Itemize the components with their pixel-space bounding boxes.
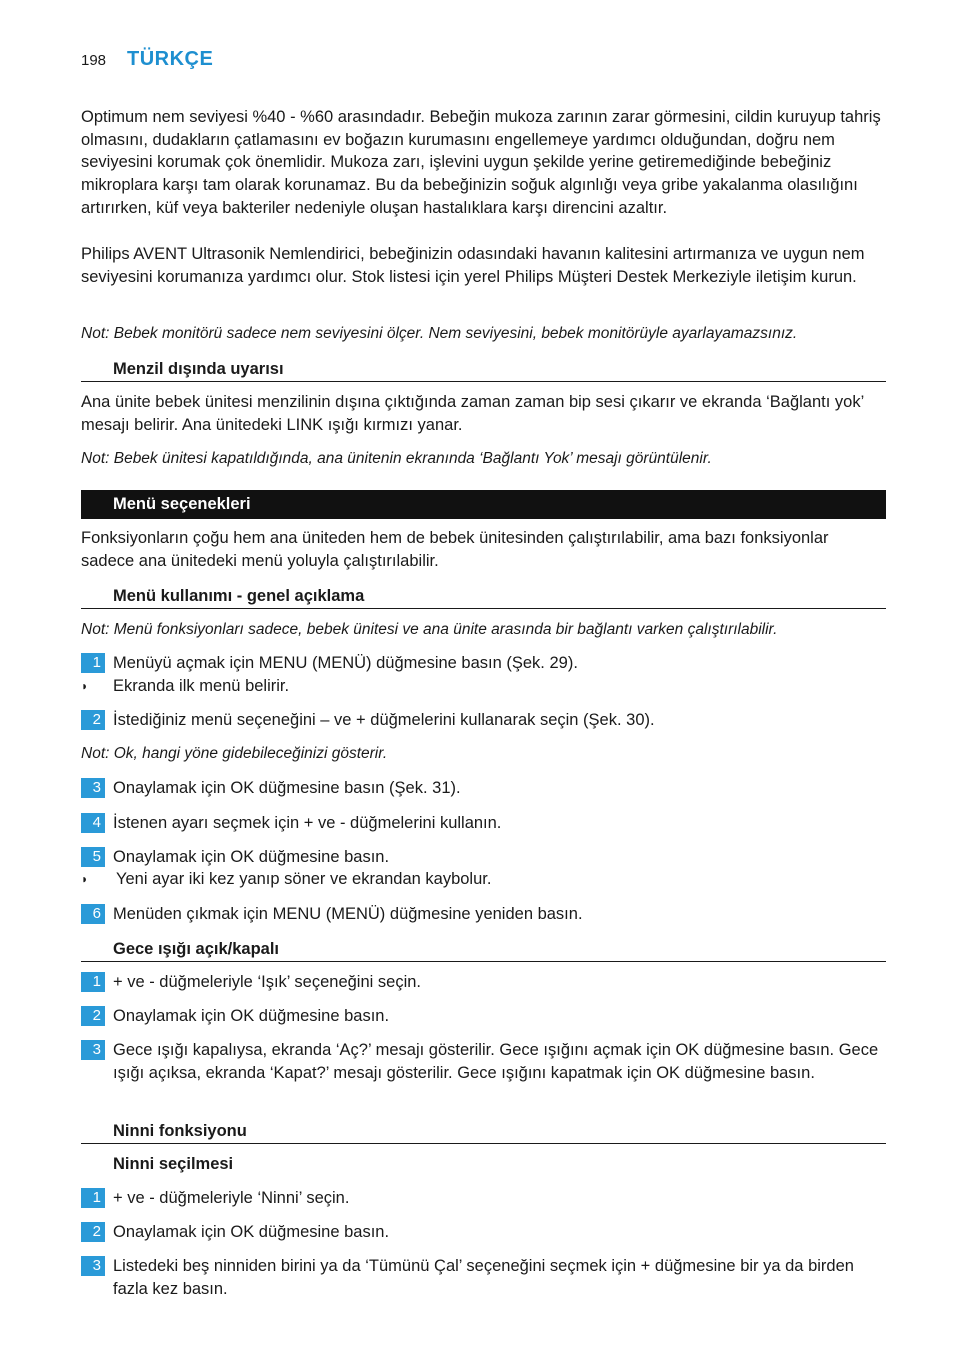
step-text: Gece ışığı kapalıysa, ekranda ‘Aç?’ mesajı gösterilir. Gece ışığını açmak için OK düğmesine basın. Gece ışığı açıksa, ekranda ‘Kapat?’ mesajı gösterilir. Gece ışığını kapatmak için OK düğmesine basın.	[113, 1041, 879, 1082]
section-title: Menzil dışında uyarısı	[113, 360, 284, 378]
result-text: Yeni ayar iki kez yanıp söner ve ekrandan kaybolur.	[116, 870, 492, 888]
step-number-badge: 3	[81, 778, 105, 798]
step-number-badge: 5	[81, 847, 105, 867]
step-text: İstenen ayarı seçmek için + ve - düğmelerini kullanın.	[113, 814, 502, 832]
intro-note: Not: Bebek monitörü sadece nem seviyesini ölçer. Nem seviyesini, bebek monitörüyle ayarlayamazsınız.	[81, 325, 798, 342]
result-arrow-icon: ◗	[81, 679, 89, 693]
step-text: + ve - düğmeleriyle ‘Işık’ seçeneğini seçin.	[113, 973, 421, 991]
section-title: Ninni fonksiyonu	[113, 1122, 247, 1140]
menu-arrow-note: Not: Ok, hangi yöne gidebileceğinizi gösterir.	[81, 745, 388, 762]
language-title: TÜRKÇE	[127, 48, 214, 70]
step-number-badge: 1	[81, 1188, 105, 1208]
section-title: Gece ışığı açık/kapalı	[113, 940, 280, 958]
step-number-badge: 6	[81, 904, 105, 924]
result-text: Ekranda ilk menü belirir.	[113, 677, 290, 695]
step-number-badge: 4	[81, 813, 105, 833]
section-title: Menü seçenekleri	[113, 495, 251, 513]
step-text: Onaylamak için OK düğmesine basın.	[113, 1223, 390, 1241]
step-number-badge: 1	[81, 972, 105, 992]
step-text: Menüden çıkmak için MENU (MENÜ) düğmesine yeniden basın.	[113, 905, 583, 923]
step-text: Onaylamak için OK düğmesine basın (Şek. 31).	[113, 779, 461, 797]
result-arrow-icon: ◗	[81, 872, 89, 886]
subsection-title-lullaby-select: Ninni seçilmesi	[113, 1155, 234, 1173]
step-text: Onaylamak için OK düğmesine basın.	[113, 1007, 390, 1025]
step-number-badge: 2	[81, 1222, 105, 1242]
section-heading-lullaby	[81, 1120, 886, 1144]
step-text: + ve - düğmeleriyle ‘Ninni’ seçin.	[113, 1189, 350, 1207]
section-heading-menu-usage	[81, 585, 886, 609]
menu-usage-note: Not: Menü fonksiyonları sadece, bebek ünitesi ve ana ünite arasında bir bağlantı varken çalıştırılabilir.	[81, 621, 778, 638]
menu-options-text: Fonksiyonların çoğu hem ana üniteden hem de bebek ünitesinden çalıştırılabilir, ama bazı fonksiyonlar sadece ana ünitedeki menü yoluyla çalıştırılabilir.	[81, 529, 829, 570]
step-text: Listedeki beş ninniden birini ya da ‘Tümünü Çal’ seçeneğini seçmek için + düğmesine bir ya da birden fazla kez basın.	[113, 1257, 854, 1298]
section-title: Menü kullanımı - genel açıklama	[113, 587, 365, 605]
section-heading-range-warning	[81, 358, 886, 382]
section-heading-menu-options	[81, 490, 886, 519]
intro-paragraph-2: Philips AVENT Ultrasonik Nemlendirici, bebeğinizin odasındaki havanın kalitesini artırmanıza ve uygun nem seviyesini korumanıza yardımcı olur. Stok listesi için yerel Philips Müşteri Destek Merkeziyle iletişim kurun.	[81, 245, 865, 286]
step-number-badge: 3	[81, 1040, 105, 1060]
intro-paragraph-1: Optimum nem seviyesi %40 - %60 arasındadır. Bebeğin mukoza zarının zarar görmesini, cildin kuruyup tahriş olmasını, dudakların çatlamasını ev boğazın kurumasını engellemeye yardımcı olduğundan, doğru nem seviyesini korumak çok önemlidir. Mukoza zarı, işlevini uygun şekilde yerine getiremediğinde bebeğiniz mikroplara karşı tam olarak korunamaz. Bu da bebeğinizin soğuk algınlığı veya gribe yakalanma olasılığını artırırken, küf veya bakteriler nedeniyle oluşan hastalıklara karşı direncini azaltır.	[81, 108, 881, 217]
step-number-badge: 3	[81, 1256, 105, 1276]
range-warning-note: Not: Bebek ünitesi kapatıldığında, ana ünitenin ekranında ‘Bağlantı Yok’ mesajı görüntülenir.	[81, 450, 712, 467]
range-warning-text: Ana ünite bebek ünitesi menzilinin dışına çıktığında zaman zaman bip sesi çıkarır ve ekranda ‘Bağlantı yok’ mesajı belirir. Ana ünitedeki LINK ışığı kırmızı yanar.	[81, 393, 864, 434]
section-heading-night-light	[81, 938, 886, 962]
step-text: İstediğiniz menü seçeneğini – ve + düğmelerini kullanarak seçin (Şek. 30).	[113, 711, 655, 729]
step-number-badge: 1	[81, 653, 105, 673]
step-text: Onaylamak için OK düğmesine basın.	[113, 848, 390, 866]
step-text: Menüyü açmak için MENU (MENÜ) düğmesine basın (Şek. 29).	[113, 654, 578, 672]
step-number-badge: 2	[81, 1006, 105, 1026]
page-number: 198	[81, 52, 107, 69]
step-number-badge: 2	[81, 710, 105, 730]
